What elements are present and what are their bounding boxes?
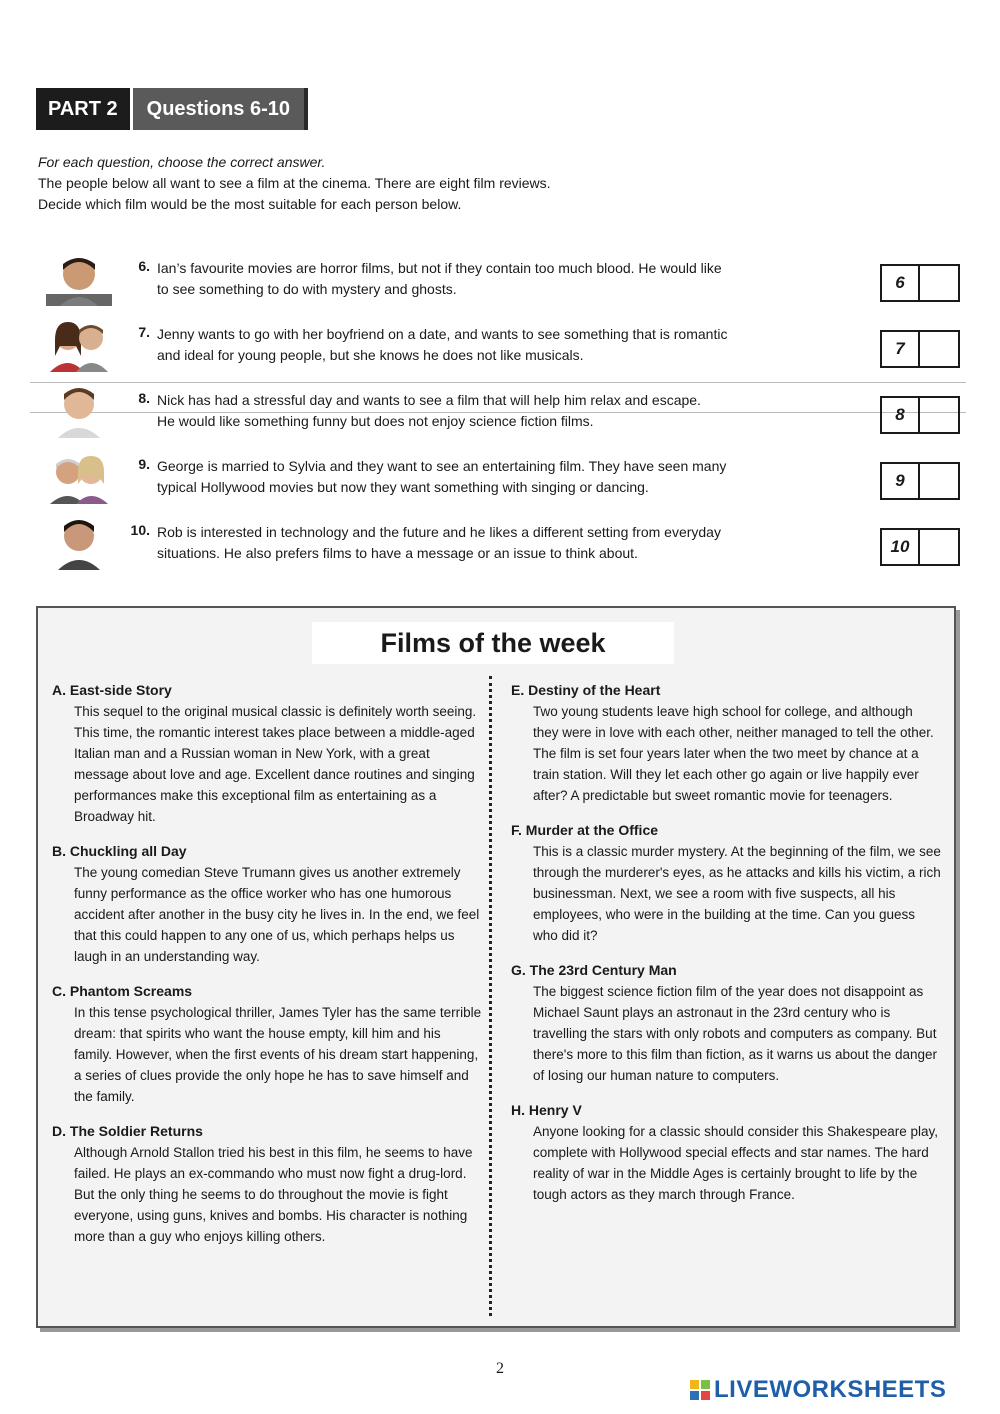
instruction-line-3: Decide which film would be the most suitable for each person below. <box>38 196 462 212</box>
question-text-line: typical Hollywood movies but now they want something with singing or dancing. <box>157 479 649 495</box>
liveworksheets-logo <box>690 1377 946 1403</box>
couple-photo-icon <box>46 316 112 372</box>
review-title: A. East-side Story <box>52 682 172 698</box>
question-text <box>157 390 857 432</box>
answer-box <box>880 330 960 368</box>
question-text-line: and ideal for young people, but she knows he does not like musicals. <box>157 347 584 363</box>
person-item <box>40 514 960 580</box>
part-label: PART 2 <box>36 88 130 130</box>
review-text: Two young students leave high school for college, and although they were in love with each other, neither managed to tell the other. The film is set four years later when the two meet by chance at a train station. Will they let each other go again or live happily ever after? A predictable but sweet romantic movie for teenagers. <box>533 704 934 803</box>
film-review <box>511 960 941 1086</box>
review-title: F. Murder at the Office <box>511 822 659 838</box>
question-text-line: situations. He also prefers films to have a message or an issue to think about. <box>157 545 638 561</box>
review-text: Although Arnold Stallon tried his best in this film, he seems to have failed. He plays an ex-commando who must now fight a drug-lord. But the only thing he seems to do throughout the movie is fight everyone, using guns, knives and bombs. His character is nothing more than a guy who enjoys killing others. <box>74 1145 473 1244</box>
question-text-line: to see something to do with mystery and ghosts. <box>157 281 457 297</box>
review-text: This is a classic murder mystery. At the beginning of the film, we see through the murderer's eyes, as he attacks and kills his victim, a rich businessman. Next, we see a room with five suspects, all his employees, who were in the building at the time. Can you guess who did it? <box>533 844 941 943</box>
film-review <box>52 1121 482 1247</box>
answer-input[interactable] <box>920 398 958 432</box>
review-text: The young comedian Steve Trumann gives us another extremely funny performance as the office worker who has one humorous accident after another in the busy city he lives in. In the end, we feel that this could happen to any one of us, which perhaps helps us laugh in an understanding way. <box>74 865 480 964</box>
logo-text: LIVEWORKSHEETS <box>714 1376 947 1403</box>
films-title: Films of the week <box>312 622 674 664</box>
reviews-right-column <box>511 680 941 1219</box>
film-review <box>511 820 941 946</box>
part-header <box>36 88 308 130</box>
answer-number: 7 <box>882 332 920 366</box>
film-review <box>511 680 941 806</box>
couple-photo-icon <box>46 448 112 504</box>
answer-box <box>880 396 960 434</box>
review-title: B. Chuckling all Day <box>52 843 187 859</box>
question-number: 10. <box>130 522 150 538</box>
question-text-line: Rob is interested in technology and the future and he likes a different setting from everyday <box>157 524 721 540</box>
people-list <box>40 250 960 580</box>
films-panel <box>36 606 956 1328</box>
question-text-line: Nick has had a stressful day and wants to see a film that will help him relax and escape. <box>157 392 701 408</box>
question-text <box>157 456 857 498</box>
question-text <box>157 258 857 300</box>
instructions <box>38 152 938 215</box>
review-title: D. The Soldier Returns <box>52 1123 203 1139</box>
column-divider <box>489 676 492 1316</box>
answer-number: 6 <box>882 266 920 300</box>
film-review <box>52 981 482 1107</box>
person-item <box>40 448 960 514</box>
answer-input[interactable] <box>920 332 958 366</box>
review-text: This sequel to the original musical classic is definitely worth seeing. This time, the romantic interest takes place between a middle-aged Italian man and a Russian woman in New York, with a great message about love and age. Excellent dance routines and singing performances make this exceptional film as entertaining as a Broadway hit. <box>74 704 477 824</box>
logo-grid-icon <box>690 1380 710 1400</box>
instruction-line-2: The people below all want to see a film at the cinema. There are eight film reviews. <box>38 175 551 191</box>
answer-number: 8 <box>882 398 920 432</box>
question-number: 9. <box>138 456 150 472</box>
review-title: H. Henry V <box>511 1102 582 1118</box>
answer-number: 10 <box>882 530 920 564</box>
question-text-line: Ian’s favourite movies are horror films, but not if they contain too much blood. He would like <box>157 260 722 276</box>
person-item <box>40 316 960 382</box>
question-text <box>157 522 857 564</box>
answer-input[interactable] <box>920 464 958 498</box>
review-text: The biggest science fiction film of the year does not disappoint as Michael Saunt plays an astronaut in the 23rd century who is travelling the stars with only robots and computers as company. But there's more to this film than fiction, as it warns us about the danger of losing our human nature to computers. <box>533 984 938 1083</box>
question-number: 6. <box>138 258 150 274</box>
person-photo-icon <box>46 382 112 438</box>
person-item <box>40 250 960 316</box>
film-review <box>511 1100 941 1205</box>
review-text: In this tense psychological thriller, James Tyler has the same terrible dream: that spirits who want the house empty, kill him and his family. However, when the first events of his dream start happening, a series of clues provide the only hope he has to save himself and the family. <box>74 1005 482 1104</box>
review-title: C. Phantom Screams <box>52 983 193 999</box>
person-photo-icon <box>46 250 112 306</box>
film-review <box>52 680 482 827</box>
film-review <box>52 841 482 967</box>
questions-label: Questions 6-10 <box>133 88 308 130</box>
question-text-line: Jenny wants to go with her boyfriend on a date, and wants to see something that is romantic <box>157 326 728 342</box>
person-photo-icon <box>46 514 112 570</box>
question-text-line: He would like something funny but does not enjoy science fiction films. <box>157 413 594 429</box>
page-number: 2 <box>496 1360 504 1377</box>
instruction-line-1: For each question, choose the correct answer. <box>38 154 326 170</box>
question-text <box>157 324 857 366</box>
question-number: 7. <box>138 324 150 340</box>
person-item <box>40 382 960 448</box>
question-number: 8. <box>138 390 150 406</box>
reviews-left-column <box>52 680 482 1261</box>
answer-input[interactable] <box>920 266 958 300</box>
answer-box <box>880 264 960 302</box>
question-text-line: George is married to Sylvia and they want to see an entertaining film. They have seen many <box>157 458 727 474</box>
answer-input[interactable] <box>920 530 958 564</box>
review-title: G. The 23rd Century Man <box>511 962 677 978</box>
answer-box <box>880 528 960 566</box>
review-text: Anyone looking for a classic should consider this Shakespeare play, complete with Hollywood special effects and star names. The hard reality of war in the Middle Ages is certainly brought to life by the tough actors as they march through France. <box>533 1124 938 1202</box>
review-title: E. Destiny of the Heart <box>511 682 661 698</box>
answer-number: 9 <box>882 464 920 498</box>
answer-box <box>880 462 960 500</box>
